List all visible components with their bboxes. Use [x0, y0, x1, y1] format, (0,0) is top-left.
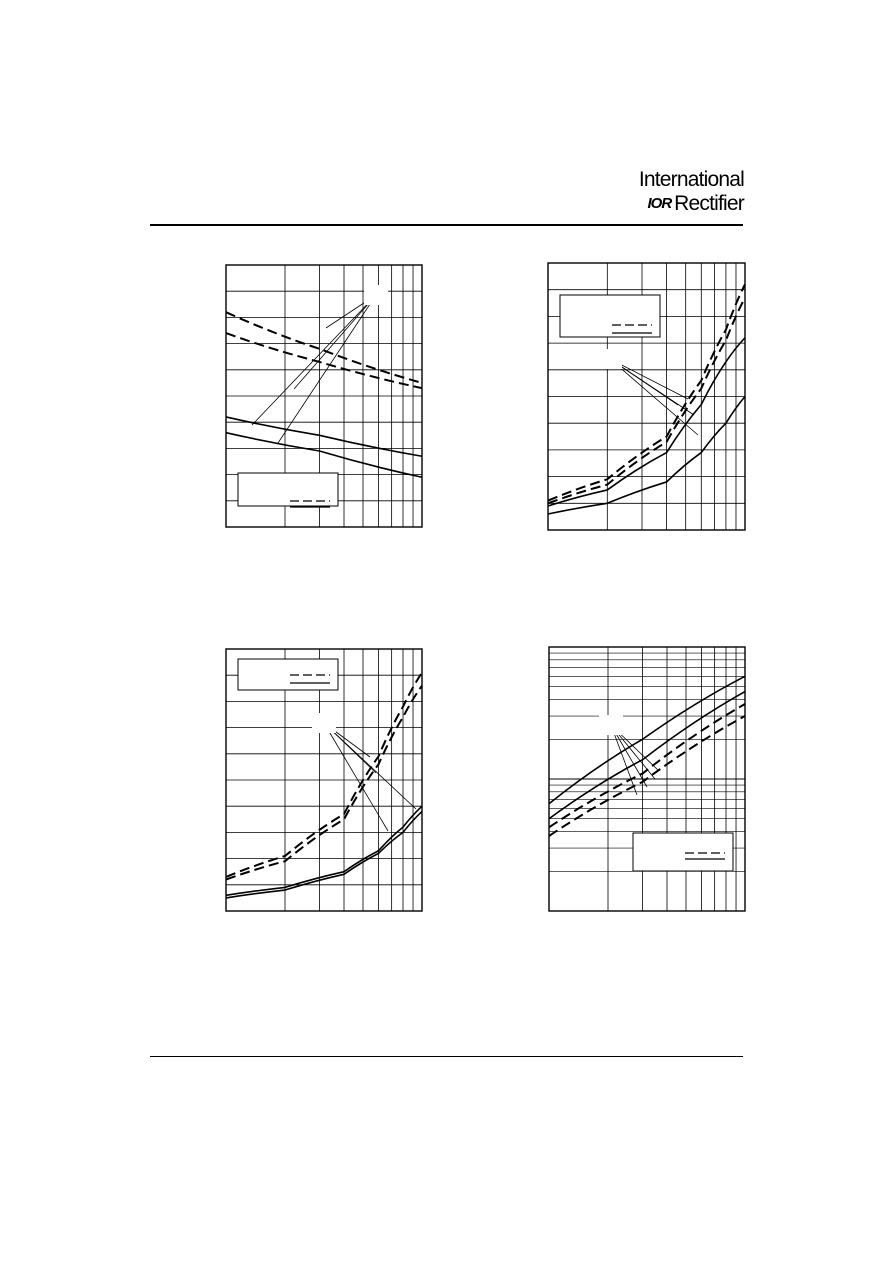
series-line-dashed-upper [226, 673, 422, 877]
ior-logo: IOR [647, 195, 672, 212]
legend [238, 659, 338, 690]
series-line-dashed-lower [226, 333, 422, 388]
legend-box [560, 295, 660, 337]
legend-box [633, 833, 733, 871]
legend [238, 473, 338, 507]
footer-rule [150, 1056, 743, 1057]
brand-logo-block [639, 168, 744, 216]
chart-top-left [226, 265, 422, 527]
legend [633, 833, 733, 871]
annotation-leaders [312, 713, 416, 831]
series-line-dashed-upper [226, 312, 422, 383]
legend [560, 295, 660, 337]
leader-line [611, 725, 637, 795]
annotation-label-area [312, 713, 336, 733]
chart-top-right [548, 263, 745, 530]
series-group [549, 676, 745, 836]
series-line-solid-upper [549, 676, 745, 803]
series-line-solid-upper [226, 417, 422, 456]
series-group [226, 673, 422, 898]
brand-name-international: International [638, 168, 744, 191]
series-line-solid-lower [226, 433, 422, 478]
annotation-leaders [252, 285, 388, 443]
series-line-dashed-lower [549, 716, 745, 836]
annotation-label-area [599, 715, 623, 735]
annotation-label-area [598, 349, 622, 369]
header-rule [150, 224, 743, 226]
annotation-leaders [598, 349, 698, 435]
series-group [226, 312, 422, 477]
leader-line [252, 295, 376, 425]
series-line-solid-upper [226, 806, 422, 895]
series-line-dashed-upper [549, 704, 745, 827]
brand-name-rectifier: Rectifier [674, 192, 744, 215]
series-line-solid-upper [548, 338, 745, 506]
chart-bottom-right [549, 647, 745, 911]
annotation-label-area [364, 285, 388, 305]
chart-bottom-left [226, 649, 422, 911]
brand-line-rectifier [639, 192, 744, 216]
leader-line [324, 723, 416, 809]
